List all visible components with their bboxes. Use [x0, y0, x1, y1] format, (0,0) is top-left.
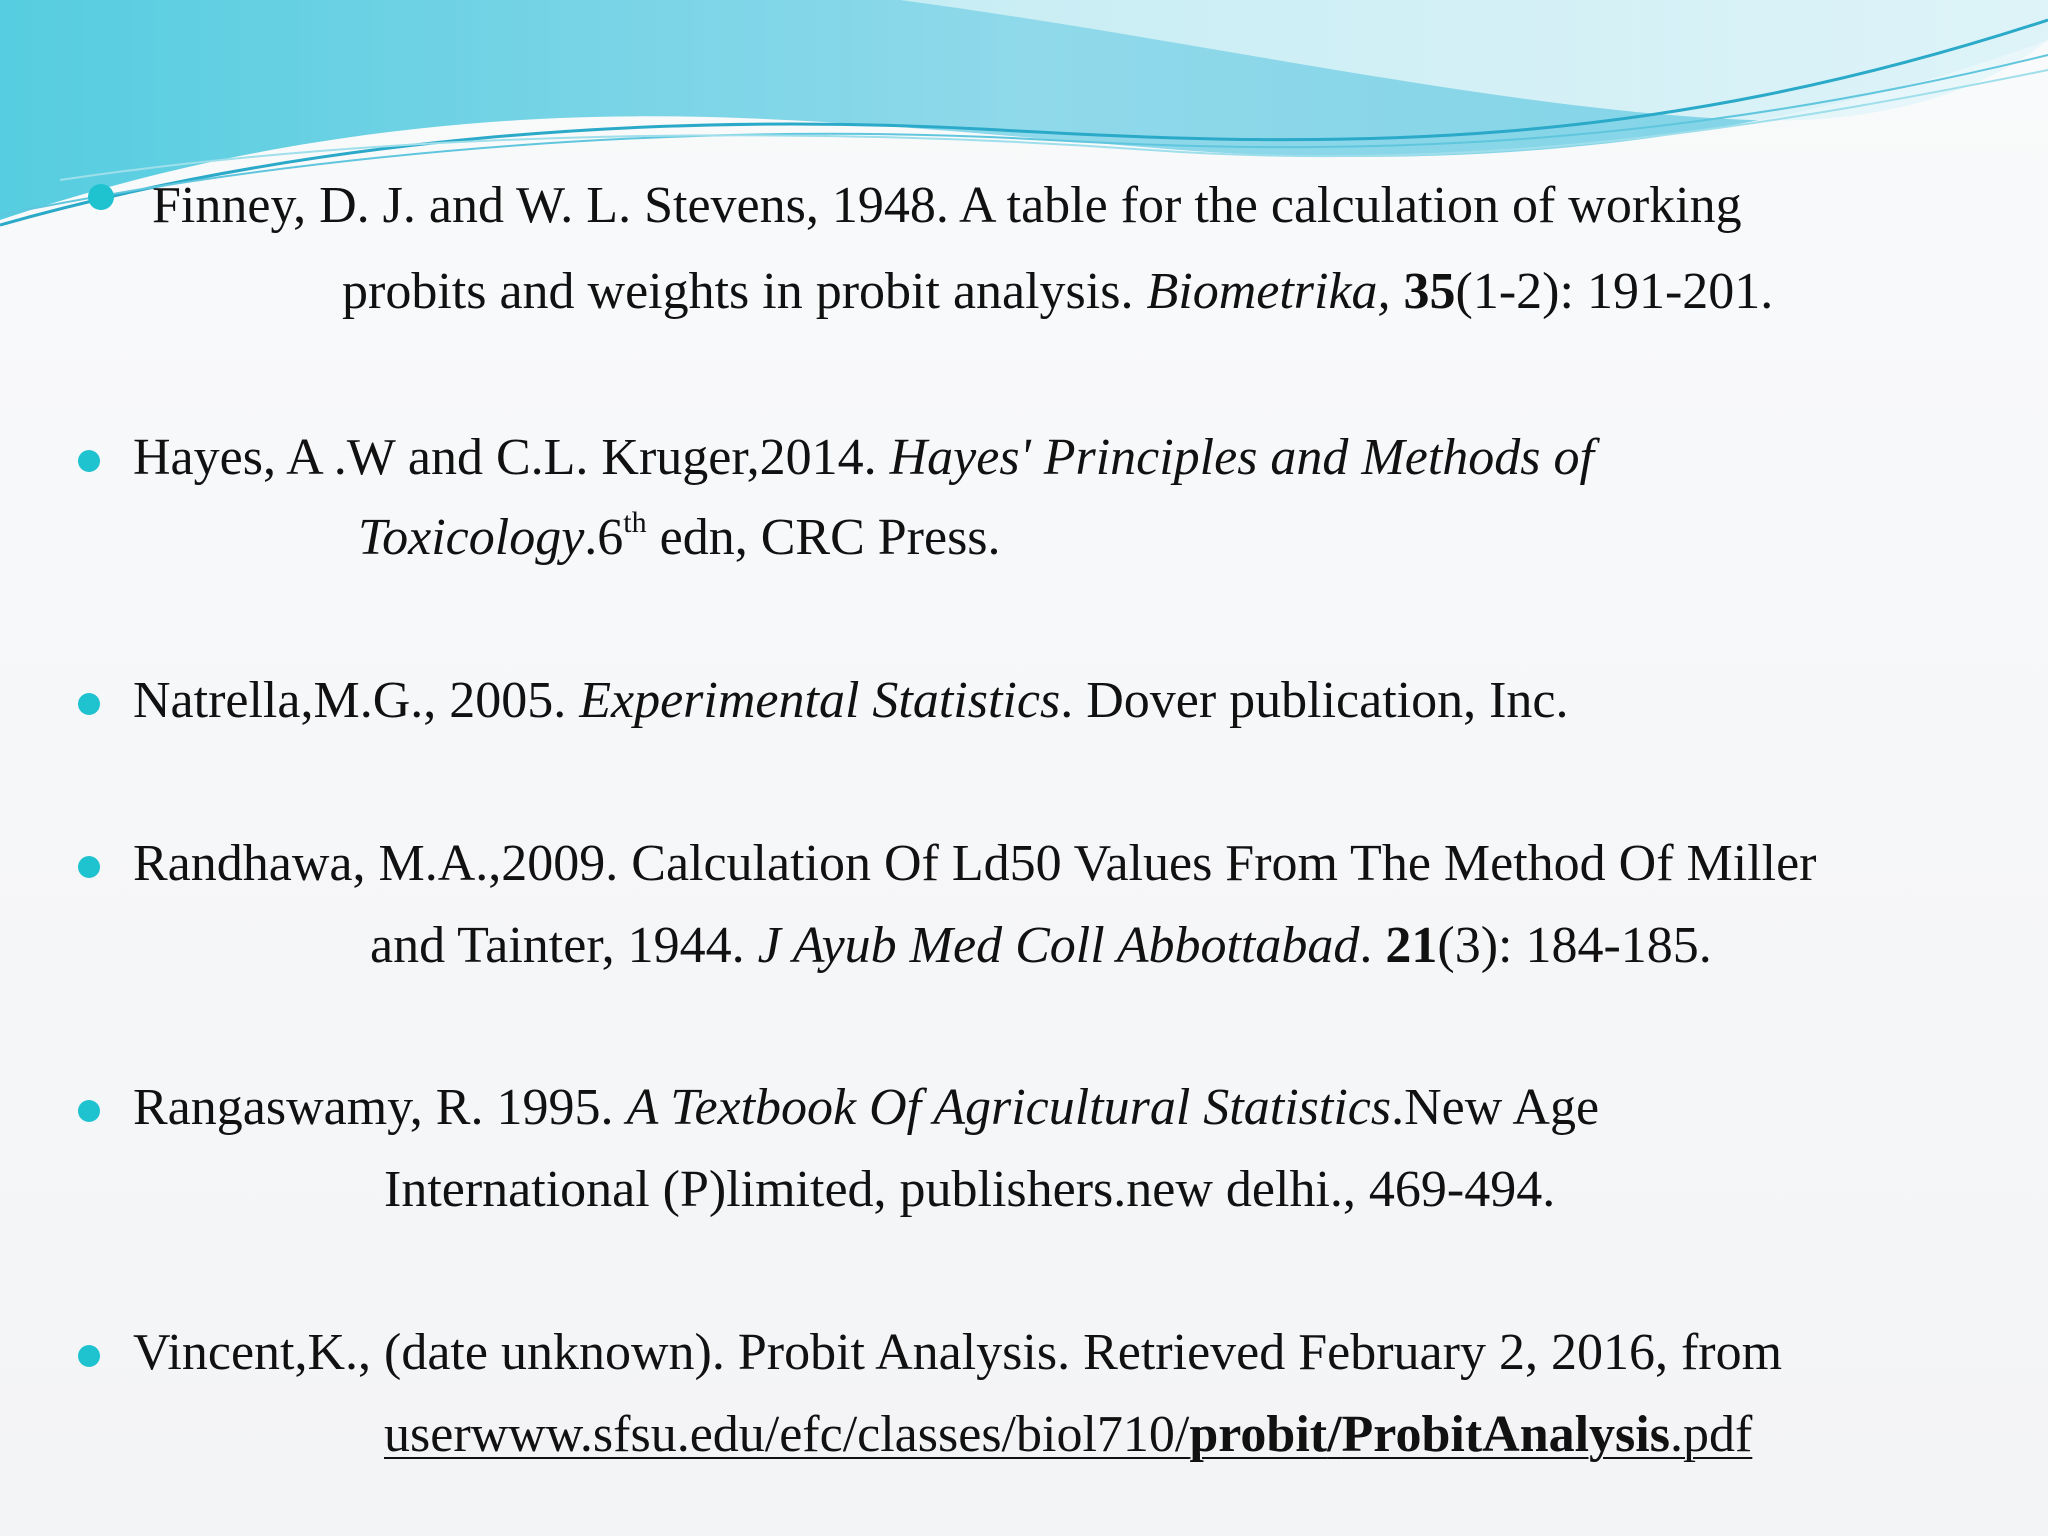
reference-text: (1-2): 191-201.	[1455, 263, 1774, 320]
bullet-icon	[78, 693, 100, 715]
journal-title: J Ayub Med Coll Abbottabad	[757, 917, 1360, 974]
reference-text: Natrella,M.G., 2005.	[133, 672, 580, 729]
ordinal-suffix: th	[623, 505, 647, 539]
bullet-icon	[78, 1345, 100, 1367]
book-title: A Textbook Of Agricultural Statistics	[626, 1079, 1392, 1136]
reference-line	[384, 1160, 1555, 1220]
url-text-bold: probit	[1189, 1406, 1328, 1463]
volume-number: 21	[1385, 917, 1438, 974]
bullet-icon	[78, 450, 100, 472]
reference-text: and Tainter, 1944.	[370, 917, 758, 974]
bullet-icon	[88, 184, 114, 210]
reference-text: .6	[584, 509, 624, 566]
reference-text: .New Age	[1391, 1079, 1600, 1136]
reference-text: . Dover publication, Inc.	[1060, 672, 1569, 729]
reference-line	[133, 1078, 1599, 1138]
reference-text: (3): 184-185.	[1437, 917, 1712, 974]
reference-text: Hayes, A .W and C.L. Kruger,2014.	[133, 429, 890, 486]
url-text: /	[1327, 1406, 1342, 1463]
book-title: Toxicology	[358, 509, 585, 566]
url-text: userwww.sfsu.edu/efc/classes/biol710/	[384, 1406, 1190, 1463]
reference-text: International (P)limited, publishers.new delhi., 469-494.	[384, 1161, 1556, 1218]
reference-line	[342, 262, 1773, 322]
reference-line	[133, 834, 1817, 894]
reference-line	[133, 671, 1568, 731]
url-text-bold: ProbitAnalysis	[1341, 1406, 1670, 1463]
bullet-icon	[78, 856, 100, 878]
volume-number: 35	[1403, 263, 1456, 320]
book-title: Hayes' Principles and Methods of	[889, 429, 1594, 486]
reference-text: probits and weights in probit analysis.	[342, 263, 1147, 320]
book-title: Experimental Statistics	[579, 672, 1061, 729]
reference-text: Rangaswamy, R. 1995.	[133, 1079, 627, 1136]
reference-text: .	[1359, 917, 1386, 974]
reference-text: Vincent,K., (date unknown). Probit Analysis. Retrieved February 2, 2016, from	[133, 1324, 1783, 1381]
journal-title: Biometrika,	[1146, 263, 1391, 320]
reference-line	[133, 428, 1594, 488]
url-text: .pdf	[1669, 1406, 1753, 1463]
reference-line	[133, 1323, 1782, 1383]
reference-line	[370, 916, 1712, 976]
reference-text: Randhawa, M.A.,2009. Calculation Of Ld50 Values From The Method Of Miller	[133, 835, 1817, 892]
bullet-icon	[78, 1100, 100, 1122]
reference-text: Finney, D. J. and W. L. Stevens, 1948. A table for the calculation of working	[152, 177, 1742, 234]
reference-line	[152, 176, 1742, 236]
reference-line	[358, 505, 1001, 568]
reference-url-link[interactable]	[384, 1405, 1752, 1465]
reference-text: edn, CRC Press.	[646, 509, 1001, 566]
